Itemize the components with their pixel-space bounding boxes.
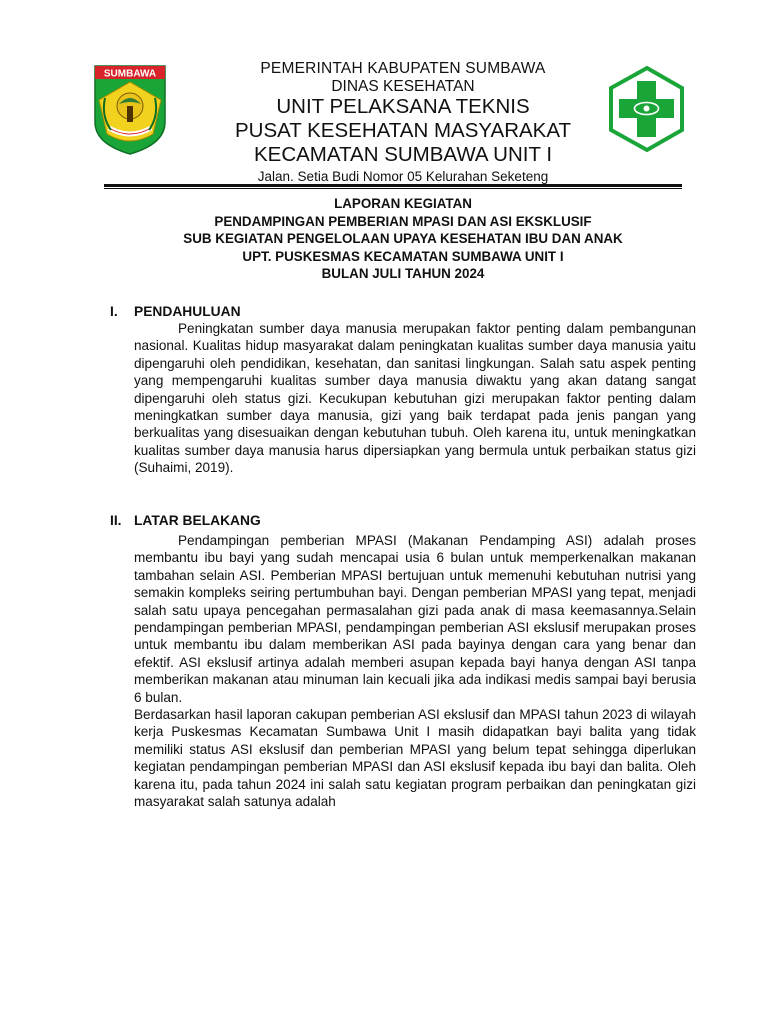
paragraph: Pendampingan pemberian MPASI (Makanan Pendamping ASI) adalah proses membantu ibu bayi yang sudah mencapai usia 6 bulan untuk memperkenalkan makanan tambahan selain ASI. Pemberian MPASI bertujuan untuk memenuhi kebutuhan nutrisi yang semakin kompleks seiring pertumbuhan bayi. Dengan pemberian MPASI yang tepat, menjadi salah satu upaya pencegahan permasalahan gizi pada anak di masa keemasannya.Selain pendampingan pemberian MPASI, pendampingan pemberian ASI ekslusif merupakan proses untuk membantu ibu dalam memberikan ASI pada bayinya dengan cara yang benar dan efektif. ASI ekslusif artinya adalah memberi asupan kepada bayi hanya dengan ASI tanpa memberikan makanan atau minuman lain kecuali jika ada indikasi medis sampai bayi berusia 6 bulan. <box>134 533 696 705</box>
logo-left-caption: SUMBAWA <box>103 68 157 80</box>
header-department: DINAS KESEHATAN <box>331 78 475 95</box>
report-title-line: LAPORAN KEGIATAN <box>334 196 472 211</box>
section-number: II. <box>110 513 122 528</box>
section-title: PENDAHULUAN <box>134 304 241 319</box>
header-government: PEMERINTAH KABUPATEN SUMBAWA <box>260 60 546 77</box>
section-title: LATAR BELAKANG <box>134 513 261 528</box>
report-title-line: SUB KEGIATAN PENGELOLAAN UPAYA KESEHATAN IBU DAN ANAK <box>183 231 623 247</box>
section-heading-pendahuluan <box>110 303 241 320</box>
report-title <box>110 195 696 283</box>
header-unit: UNIT PELAKSANA TEKNIS <box>276 95 530 118</box>
report-title-line: BULAN JULI TAHUN 2024 <box>321 266 485 282</box>
section-body-pendahuluan <box>134 320 696 477</box>
header-puskesmas: PUSAT KESEHATAN MASYARAKAT <box>234 119 572 142</box>
letterhead <box>180 60 626 185</box>
header-divider-thick <box>104 184 682 187</box>
header-divider-thin <box>104 188 682 189</box>
header-district: KECAMATAN SUMBAWA UNIT I <box>253 143 553 166</box>
kabupaten-sumbawa-logo <box>91 64 169 156</box>
report-title-line: UPT. PUSKESMAS KECAMATAN SUMBAWA UNIT I <box>242 248 564 264</box>
section-number: I. <box>110 304 118 319</box>
section-body-latar-belakang <box>134 532 696 811</box>
report-title-line: PENDAMPINGAN PEMBERIAN MPASI DAN ASI EKSKLUSIF <box>214 213 592 229</box>
paragraph: Berdasarkan hasil laporan cakupan pemberian ASI ekslusif dan MPASI tahun 2023 di wilayah kerja Puskesmas Kecamatan Sumbawa Unit I masih didapatkan bayi balita yang tidak memiliki status ASI ekslusif dan pemberian MPASI yang belum tepat sehingga diperlukan kegiatan pendampingan pemberian MPASI dan ASI ekslusif kepada ibu bayi dan balita. Oleh karena itu, pada tahun 2024 ini salah satu kegiatan program perbaikan dan peningkatan gizi masyarakat salah satunya adalah <box>134 707 696 810</box>
section-heading-latar-belakang <box>110 512 261 529</box>
paragraph: Peningkatan sumber daya manusia merupakan faktor penting dalam pembangunan nasional. Kualitas hidup masyarakat dalam peningkatan kualitas sumber daya manusia yaitu dipengaruhi oleh pendidikan, kesehatan, dan sanitasi lingkungan. Salah satu aspek penting yang mempengaruhi kualitas sumber daya manusia diwaktu yang akan datang sangat dipengaruhi oleh status gizi. Kecukupan kebutuhan gizi merupakan faktor penting dalam meningkatkan sumber daya manusia, gizi yang baik terdapat pada jenis pangan yang berkualitas yang disesuaikan dengan kebutuhan tubuh. Oleh karena itu, untuk meningkatkan kualitas sumber daya manusia harus dipersiapkan yang bermula untuk perbaikan status gizi (Suhaimi, 2019). <box>134 321 696 476</box>
header-address: Jalan. Setia Budi Nomor 05 Kelurahan Seketeng <box>257 169 549 184</box>
